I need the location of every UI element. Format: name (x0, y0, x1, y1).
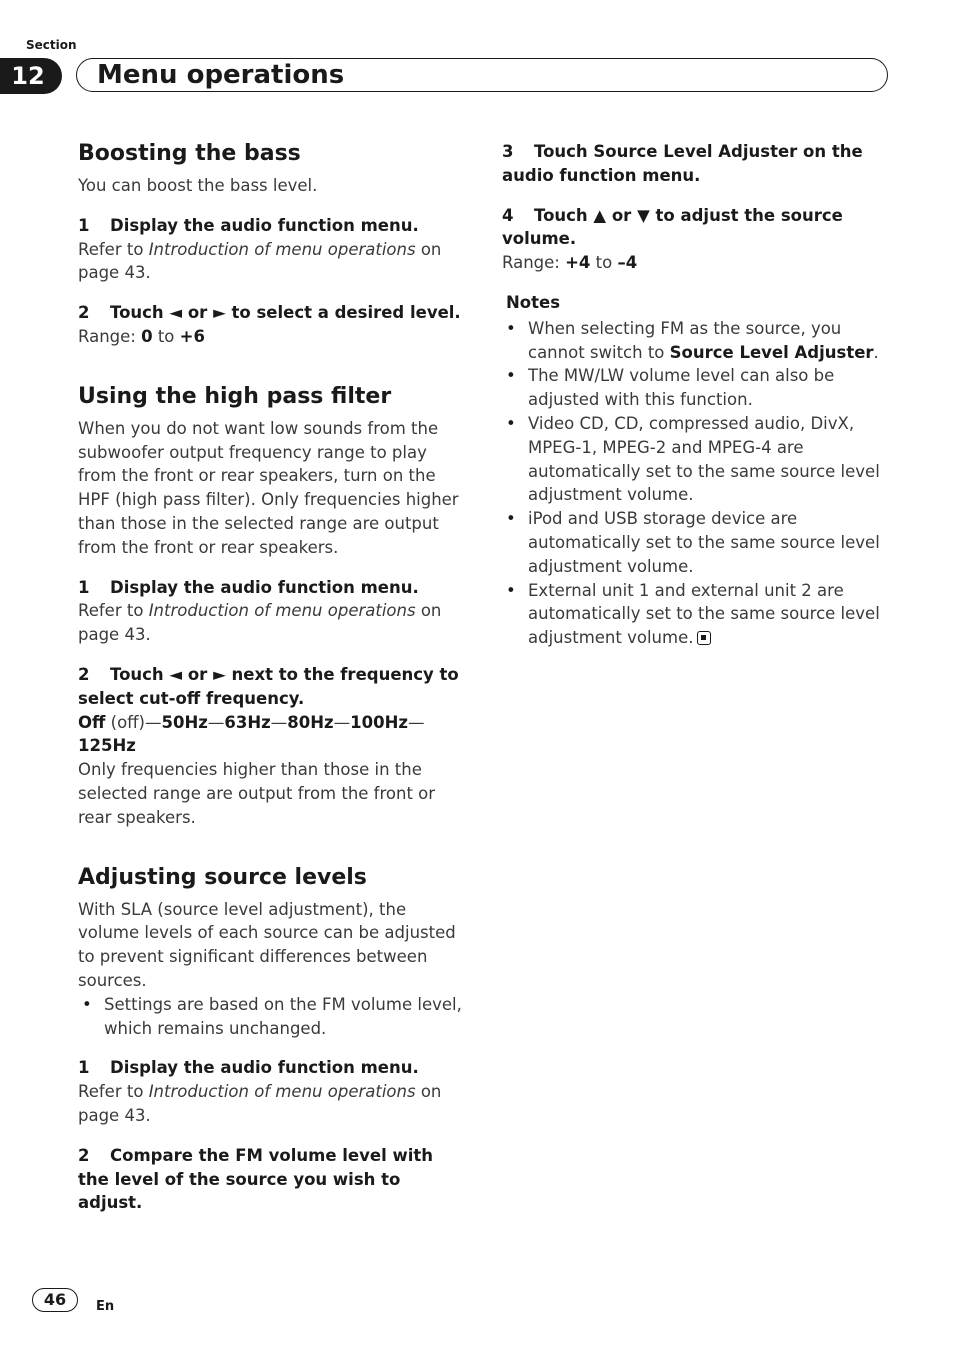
reference-link[interactable]: Introduction of menu operations (148, 1082, 416, 1102)
sla-intro: With SLA (source level adjustment), the volume levels of each source can be adjusted to prevent significant differences between sources. (78, 899, 456, 990)
heading-high-pass-filter: Using the high pass filter (78, 383, 392, 409)
end-of-section-icon (697, 631, 711, 645)
page-title: Menu operations (76, 58, 888, 92)
hpf-step-1: 1 Display the audio function menu. (78, 577, 419, 597)
notes-title: Notes (506, 292, 561, 312)
bass-step-2: 2 Touch ◄ or ► to select a desired level. (78, 303, 461, 323)
hpf-frequency-options: Off (off)—50Hz—63Hz—80Hz—100Hz— 125Hz (78, 712, 425, 756)
list-item: • Settings are based on the FM volume level, which remains unchanged. (78, 993, 468, 1041)
reference-link[interactable]: Introduction of menu operations (148, 601, 416, 621)
section-label: Section (26, 38, 77, 52)
sla-step-1-reference: Refer to Introduction of menu operations on page 43. (78, 1082, 442, 1125)
sla-step-2: 2 Compare the FM volume level with the level of the source you wish to adjust. (78, 1145, 434, 1213)
section-number-badge: 12 (0, 58, 62, 94)
list-item: • External unit 1 and external unit 2 are automatically set to the same source level adjustment volume. (502, 579, 894, 650)
page-number: 46 (32, 1288, 78, 1312)
left-column (78, 140, 468, 1215)
hpf-intro: When you do not want low sounds from the subwoofer output frequency range to play from the front or rear speakers, turn on the HPF (high pass filter). Only frequencies higher than those in the selected range are output from the front or rear speakers. (78, 418, 459, 557)
list-item: • Video CD, CD, compressed audio, DivX, MPEG-1, MPEG-2 and MPEG-4 are automatically set to the same source level adjustment volume. (502, 412, 894, 507)
heading-boosting-bass: Boosting the bass (78, 141, 301, 166)
hpf-step-1-reference: Refer to Introduction of menu operations on page 43. (78, 601, 442, 645)
notes-list (502, 317, 894, 650)
sla-range: Range: +4 to –4 (502, 253, 638, 273)
sla-step-1: 1 Display the audio function menu. (78, 1058, 419, 1078)
bass-range: Range: 0 to +6 (78, 326, 205, 346)
bass-step-1-reference: Refer to Introduction of menu operations on page 43. (78, 239, 442, 283)
sla-step-3: 3 Touch Source Level Adjuster on the audio function menu. (502, 142, 863, 185)
right-column (502, 140, 894, 650)
list-item: • When selecting FM as the source, you cannot switch to Source Level Adjuster. (502, 317, 894, 365)
bass-intro: You can boost the bass level. (78, 176, 318, 195)
sla-bullets (78, 993, 468, 1041)
heading-adjusting-source-levels: Adjusting source levels (78, 864, 367, 890)
list-item: • The MW/LW volume level can also be adjusted with this function. (502, 364, 894, 412)
list-item: • iPod and USB storage device are automatically set to the same source level adjustment volume. (502, 507, 894, 578)
hpf-step-2: 2 Touch ◄ or ► next to the frequency to select cut-off frequency. (78, 664, 459, 708)
sla-step-4: 4 Touch ▲ or ▼ to adjust the source volume. (502, 205, 843, 249)
reference-link[interactable]: Introduction of menu operations (148, 239, 416, 259)
language-label: En (96, 1299, 115, 1314)
bass-step-1: 1 Display the audio function menu. (78, 215, 419, 235)
hpf-note: Only frequencies higher than those in the selected range are output from the front or rear speakers. (78, 760, 436, 827)
